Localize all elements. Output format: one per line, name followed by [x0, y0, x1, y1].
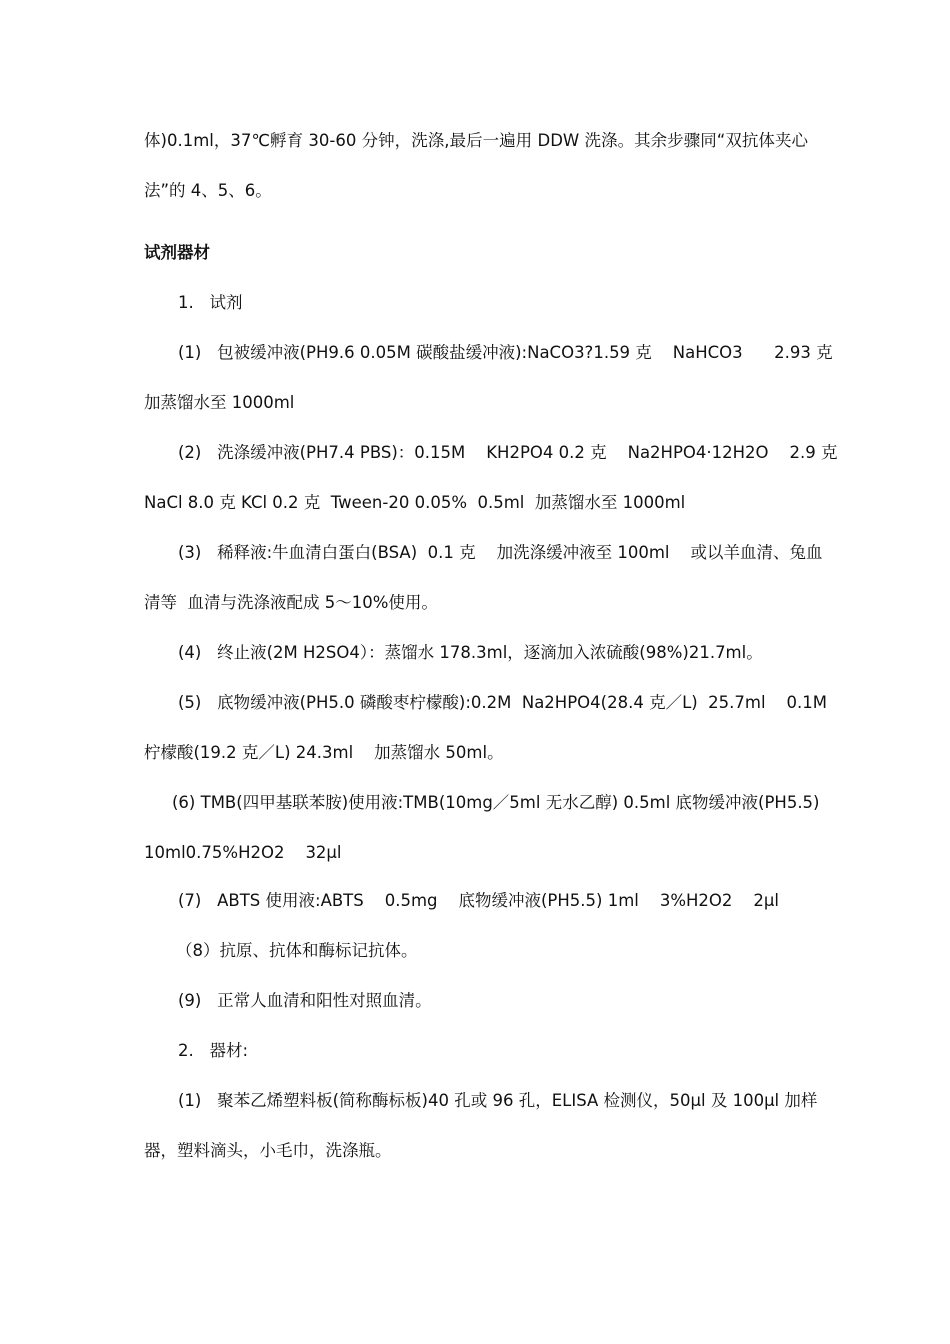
reagent-item-6-line-2: 10ml0.75%H2O2 32μl: [144, 843, 342, 862]
subsection-reagents-title: 1. 试剂: [178, 293, 243, 312]
reagent-item-3-line-2: 清等 血清与洗涤液配成 5～10%使用。: [144, 593, 438, 612]
paragraph-line-continuation-1: 体)0.1ml，37℃孵育 30-60 分钟，洗涤,最后一遍用 DDW 洗涤。其余步骤同“双抗体夹心: [144, 131, 808, 150]
reagent-item-8: （8）抗原、抗体和酶标记抗体。: [176, 941, 418, 960]
reagent-item-1-line-1: (1) 包被缓冲液(PH9.6 0.05M 碳酸盐缓冲液):NaCO3?1.59 克 NaHCO3 2.93 克: [178, 343, 833, 362]
equipment-item-1-line-1: (1) 聚苯乙烯塑料板(简称酶标板)40 孔或 96 孔，ELISA 检测仪，50μl 及 100μl 加样: [178, 1091, 818, 1110]
reagent-item-5-line-2: 柠檬酸(19.2 克／L) 24.3ml 加蒸馏水 50ml。: [144, 743, 504, 762]
reagent-item-7: (7) ABTS 使用液:ABTS 0.5mg 底物缓冲液(PH5.5) 1ml 3%H2O2 2μl: [178, 891, 779, 910]
reagent-item-3-line-1: (3) 稀释液:牛血清白蛋白(BSA) 0.1 克 加洗涤缓冲液至 100ml 或以羊血清、兔血: [178, 543, 823, 562]
section-heading-reagents-equipment: 试剂器材: [144, 243, 210, 262]
subsection-equipment-title: 2. 器材:: [178, 1041, 249, 1060]
reagent-item-2-line-1: (2) 洗涤缓冲液(PH7.4 PBS)：0.15M KH2PO4 0.2 克 Na2HPO4·12H2O 2.9 克: [178, 443, 838, 462]
reagent-item-1-line-2: 加蒸馏水至 1000ml: [144, 393, 295, 412]
paragraph-line-continuation-2: 法”的 4、5、6。: [144, 181, 272, 200]
reagent-item-5-line-1: (5) 底物缓冲液(PH5.0 磷酸枣柠檬酸):0.2M Na2HPO4(28.4 克／L) 25.7ml 0.1M: [178, 693, 828, 712]
reagent-item-9: (9) 正常人血清和阳性对照血清。: [178, 991, 432, 1010]
reagent-item-2-line-2: NaCl 8.0 克 KCl 0.2 克 Tween-20 0.05% 0.5ml 加蒸馏水至 1000ml: [144, 493, 686, 512]
reagent-item-6-line-1: (6) TMB(四甲基联苯胺)使用液:TMB(10mg／5ml 无水乙醇) 0.5ml 底物缓冲液(PH5.5): [172, 793, 820, 812]
equipment-item-1-line-2: 器，塑料滴头，小毛巾，洗涤瓶。: [144, 1141, 392, 1160]
reagent-item-4: (4) 终止液(2M H2SO4）：蒸馏水 178.3ml，逐滴加入浓硫酸(98%)21.7ml。: [178, 643, 763, 662]
